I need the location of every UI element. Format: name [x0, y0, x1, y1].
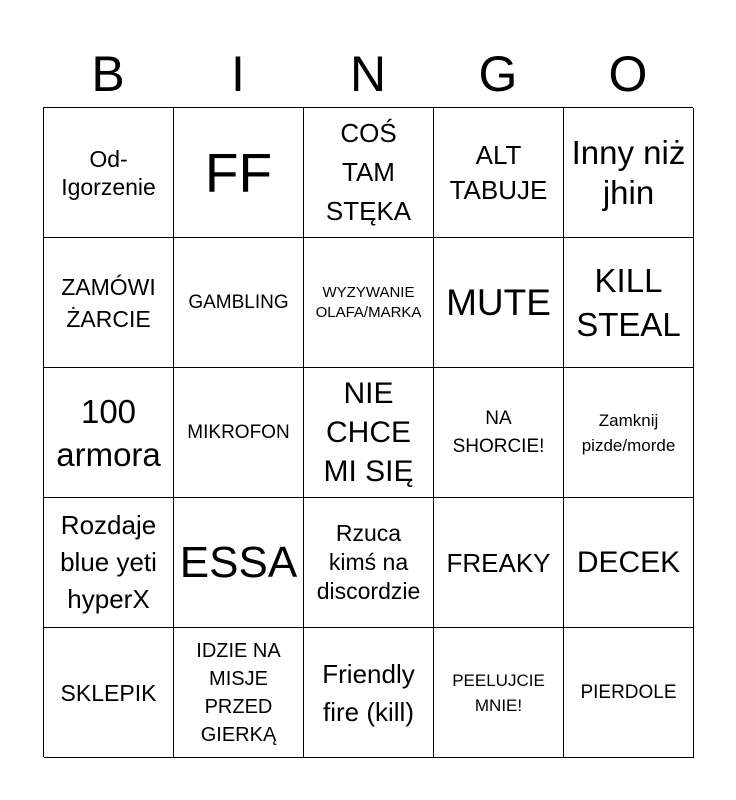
bingo-cell[interactable] — [44, 108, 174, 238]
bingo-cell[interactable] — [564, 238, 694, 368]
bingo-cell[interactable] — [44, 628, 174, 758]
cell-text: MUTE — [446, 281, 551, 323]
bingo-cell[interactable] — [304, 498, 434, 628]
cell-text: ALT TABUJE — [449, 139, 548, 205]
cell-text: ZAMÓWI ŻARCIE — [61, 273, 156, 332]
bingo-cell[interactable] — [44, 238, 174, 368]
cell-text: KILL STEAL — [576, 261, 681, 343]
cell-text: NIE CHCE MI SIĘ — [323, 377, 414, 488]
header-letter-o: O — [608, 46, 648, 102]
cell-text: Friendly fire (kill) — [322, 658, 415, 727]
header-letter-b: B — [91, 46, 125, 102]
header-letter-n: N — [349, 46, 387, 102]
bingo-cell[interactable] — [434, 368, 564, 498]
cell-text: PIERDOLE — [580, 681, 677, 703]
cell-text: GAMBLING — [188, 291, 289, 313]
cell-text: COŚ TAM STĘKA — [325, 118, 412, 226]
cell-text: Rozdaje blue yeti hyperX — [60, 510, 157, 614]
bingo-cell[interactable] — [44, 368, 174, 498]
bingo-cell[interactable] — [174, 498, 304, 628]
bingo-cell[interactable] — [434, 628, 564, 758]
bingo-cell[interactable] — [564, 368, 694, 498]
cell-text: FF — [204, 141, 273, 204]
bingo-cell[interactable] — [174, 108, 304, 238]
bingo-cell[interactable] — [564, 498, 694, 628]
cell-text: IDZIE NA MISJE PRZED GIERKĄ — [196, 639, 281, 746]
bingo-cell[interactable] — [304, 368, 434, 498]
cell-text: 100 armora — [56, 392, 161, 473]
bingo-cell[interactable] — [434, 108, 564, 238]
bingo-cell[interactable] — [304, 628, 434, 758]
cell-text: Inny niż jhin — [571, 133, 686, 211]
cell-text: Rzuca kimś na discordzie — [316, 520, 421, 604]
bingo-cell[interactable] — [564, 628, 694, 758]
bingo-board — [43, 107, 693, 757]
bingo-cell[interactable] — [44, 498, 174, 628]
bingo-cell[interactable] — [304, 108, 434, 238]
bingo-cell[interactable] — [434, 238, 564, 368]
cell-text: DECEK — [576, 545, 681, 579]
bingo-cell[interactable] — [304, 238, 434, 368]
cell-text: Od-Igorzenie — [61, 145, 156, 200]
bingo-header — [43, 40, 693, 108]
cell-text: WYZYWANIE OLAFA/MARKA — [315, 283, 422, 321]
header-letter-i: I — [231, 46, 245, 102]
cell-text: FREAKY — [446, 547, 551, 578]
bingo-cell[interactable] — [174, 368, 304, 498]
bingo-cell[interactable] — [174, 238, 304, 368]
bingo-cell[interactable] — [564, 108, 694, 238]
cell-text: NA SHORCIE! — [452, 407, 545, 457]
cell-text: SKLEPIK — [60, 679, 157, 706]
cell-text: PEELUJCIE MNIE! — [452, 670, 545, 715]
header-letter-g: G — [478, 46, 518, 102]
bingo-cell[interactable] — [434, 498, 564, 628]
cell-text: ESSA — [179, 537, 298, 587]
cell-text: MIKROFON — [187, 421, 290, 443]
cell-text: Zamknij pizde/morde — [581, 410, 676, 455]
bingo-cell[interactable] — [174, 628, 304, 758]
